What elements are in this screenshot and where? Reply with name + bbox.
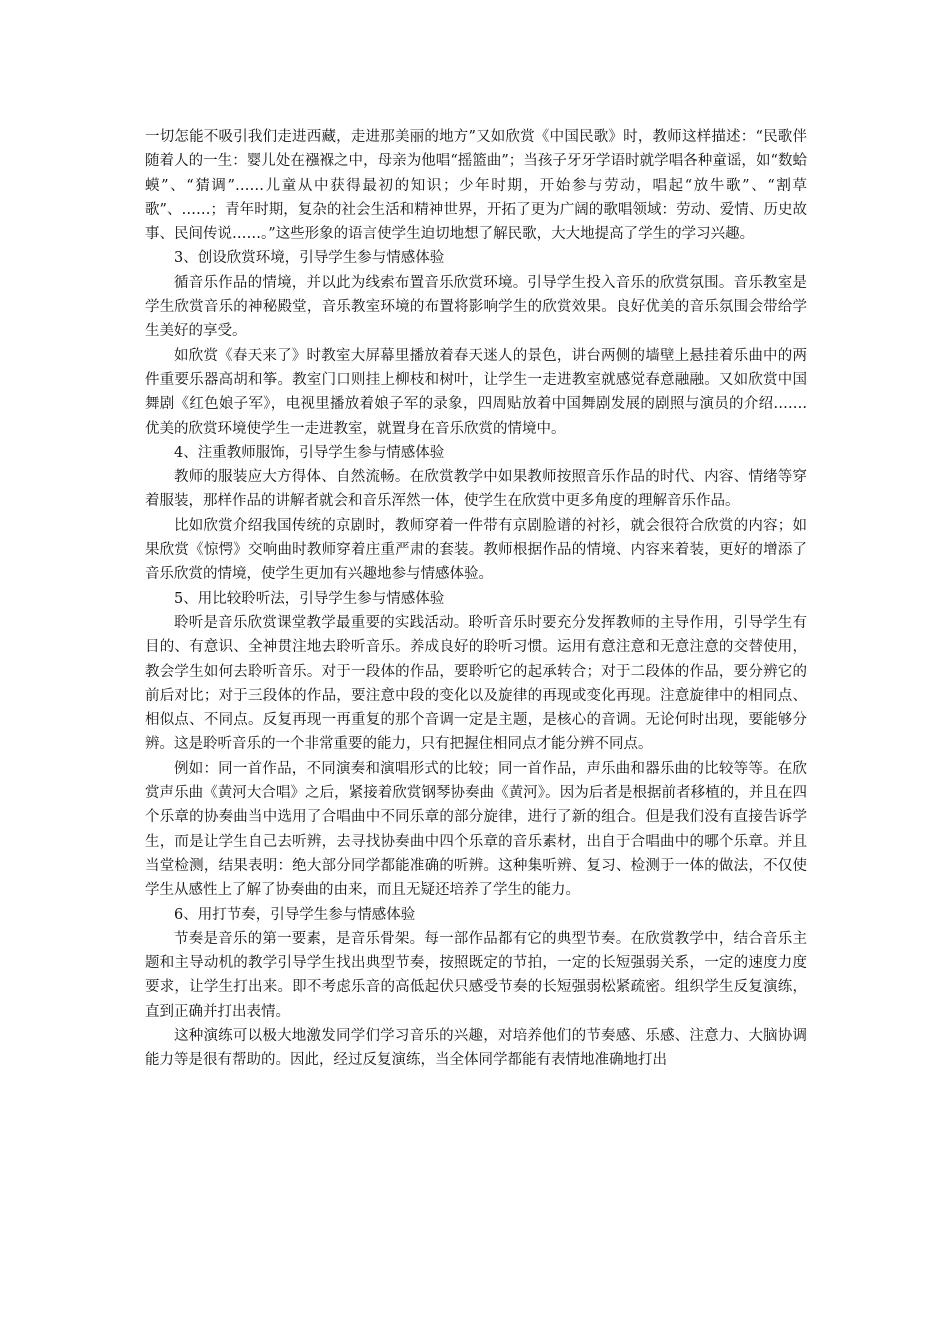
section-heading-4: 4、注重教师服饰，引导学生参与情感体验 (174, 444, 445, 461)
paragraph: 例如：同一首作品，不同演奏和演唱形式的比较；同一首作品，声乐曲和器乐曲的比较等等。在欣赏声乐曲《黄河大合唱》之后，紧接着欣赏钢琴协奏曲《黄河》。因为后者是根据前者移植的，并且在四个乐章的协奏曲当中选用了合唱曲中不同乐章的部分旋律，进行了新的组合。但是我们没有直接告诉学生，而是让学生自己去听辨，去寻找协奏曲中四个乐章的音乐素材，出自于合唱曲中的哪个乐章。并且当堂检测，结果表明：绝大部分同学都能准确的听辨。这种集听辨、复习、检测于一体的做法，不仅使学生从感性上了解了协奏曲的由来，而且无疑还培养了学生的能力。 (145, 760, 807, 899)
paragraph-continuation: 一切怎能不吸引我们走进西藏，走进那美丽的地方”又如欣赏《中国民歌》时，教师这样描述：“民歌伴随着人的一生：婴儿处在襁褓之中，母亲为他唱“摇篮曲”；当孩子牙牙学语时就学唱各种童谣，如“数蛤蟆”、“猜调”……儿童从中获得最初的知识；少年时期，开始参与劳动，唱起“放牛歌”、“割草歌”、……；青年时期，复杂的社会生活和精神世界，开拓了更为广阔的歌唱领域：劳动、爱情、历史故事、民间传说……。”这些形象的语言使学生迫切地想了解民歌，大大地提高了学生的学习兴趣。 (145, 129, 807, 243)
paragraph: 节奏是音乐的第一要素，是音乐骨架。每一部作品都有它的典型节奏。在欣赏教学中，结合音乐主题和主导动机的教学引导学生找出典型节奏，按照既定的节拍，一定的长短强弱关系，一定的速度力度要求，让学生打出来。即不考虑乐音的高低起伏只感受节奏的长短强弱松紧疏密。组织学生反复演练，直到正确并打出表情。 (145, 930, 807, 1020)
section-heading-5: 5、用比较聆听法，引导学生参与情感体验 (174, 590, 445, 607)
paragraph: 如欣赏《春天来了》时教室大屏幕里播放着春天迷人的景色，讲台两侧的墙壁上悬挂着乐曲中的两件重要乐器高胡和筝。教室门口则挂上柳枝和树叶，让学生一走进教室就感觉春意融融。又如欣赏中国舞剧《红色娘子军》，电视里播放着娘子军的录象，四周贴放着中国舞剧发展的剧照与演员的介绍…….优美的欣赏环境使学生一走进教室，就置身在音乐欣赏的情境中。 (145, 347, 807, 437)
section-heading-3: 3、创设欣赏环境，引导学生参与情感体验 (174, 250, 445, 267)
section-heading-6: 6、用打节奏，引导学生参与情感体验 (174, 906, 416, 923)
paragraph: 比如欣赏介绍我国传统的京剧时，教师穿着一件带有京剧脸谱的衬衫，就会很符合欣赏的内容；如果欣赏《惊愕》交响曲时教师穿着庄重严肃的套装。教师根据作品的情境、内容来着装，更好的增添了音乐欣赏的情境，使学生更加有兴趣地参与情感体验。 (145, 517, 807, 583)
paragraph: 聆听是音乐欣赏课堂教学最重要的实践活动。聆听音乐时要充分发挥教师的主导作用，引导学生有目的、有意识、全神贯注地去聆听音乐。养成良好的聆听习惯。运用有意注意和无意注意的交替使用，教会学生如何去聆听音乐。对于一段体的作品，要聆听它的起承转合；对于二段体的作品，要分辨它的前后对比；对于三段体的作品，要注意中段的变化以及旋律的再现或变化再现。注意旋律中的相同点、相似点、不同点。反复再现一再重复的那个音调一定是主题，是核心的音调。无论何时出现，要能够分辨。这是聆听音乐的一个非常重要的能力，只有把握住相同点才能分辨不同点。 (145, 614, 807, 753)
document-body (145, 125, 807, 1073)
paragraph: 教师的服装应大方得体、自然流畅。在欣赏教学中如果教师按照音乐作品的时代、内容、情绪等穿着服装，那样作品的讲解者就会和音乐浑然一体，使学生在欣赏中更多角度的理解音乐作品。 (145, 469, 807, 510)
paragraph: 循音乐作品的情境，并以此为线索布置音乐欣赏环境。引导学生投入音乐的欣赏氛围。音乐教室是学生欣赏音乐的神秘殿堂，音乐教室环境的布置将影响学生的欣赏效果。良好优美的音乐氛围会带给学生美好的享受。 (145, 274, 807, 340)
paragraph: 这种演练可以极大地激发同学们学习音乐的兴趣，对培养他们的节奏感、乐感、注意力、大脑协调能力等是很有帮助的。因此，经过反复演练，当全体同学都能有表情地准确地打出 (145, 1027, 807, 1069)
